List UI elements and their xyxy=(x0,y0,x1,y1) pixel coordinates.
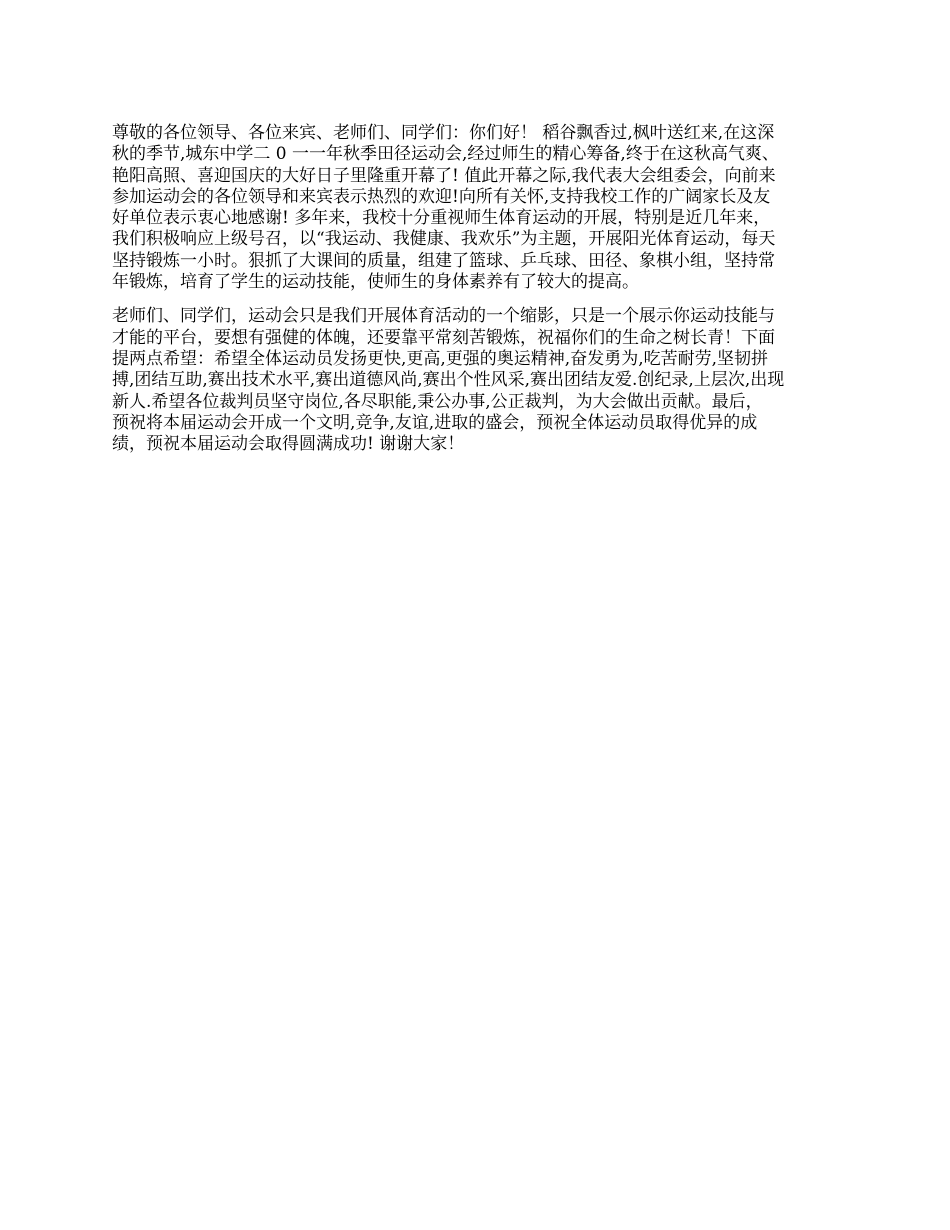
text-line: 年锻炼，培育了学生的运动技能，使师生的身体素养有了较大的提高。 xyxy=(112,272,639,293)
paragraph-1 xyxy=(112,123,840,293)
paragraph-2 xyxy=(112,306,840,455)
text-line: 搏,团结互助,赛出技术水平,赛出道德风尚,赛出个性风采,赛出团结友爱.创纪录,上层次,出现 xyxy=(112,370,785,391)
text-line: 才能的平台，要想有强健的体魄，还要靠平常刻苦锻炼，祝福你们的生命之树长青！下面 xyxy=(112,327,775,348)
text-line: 新人.希望各位裁判员坚守岗位,各尽职能,秉公办事,公正裁判，为大会做出贡献。最后， xyxy=(112,391,763,412)
text-line: 艳阳高照、喜迎国庆的大好日子里隆重开幕了! 值此开幕之际,我代表大会组委会，向前来 xyxy=(112,165,776,186)
text-line: 参加运动会的各位领导和来宾表示热烈的欢迎!向所有关怀,支持我校工作的广阔家长及友 xyxy=(112,186,771,207)
text-line: 我们积极响应上级号召，以“我运动、我健康、我欢乐”为主题，开展阳光体育运动，每天 xyxy=(112,229,776,250)
text-line: 预祝将本届运动会开成一个文明,竞争,友谊,进取的盛会，预祝全体运动员取得优异的成 xyxy=(112,412,758,433)
document-page xyxy=(112,123,840,455)
text-line: 坚持锻炼一小时。狠抓了大课间的质量，组建了篮球、乒乓球、田径、象棋小组，坚持常 xyxy=(112,250,775,271)
text-line: 好单位表示衷心地感谢! 多年来，我校十分重视师生体育运动的开展，特别是近几年来， xyxy=(112,208,771,229)
text-line: 尊敬的各位领导、各位来宾、老师们、同学们：你们好！ 稻谷飘香过,枫叶送红来,在这深 xyxy=(112,123,775,143)
text-line: 老师们、同学们，运动会只是我们开展体育活动的一个缩影，只是一个展示你运动技能与 xyxy=(112,306,775,327)
text-line: 绩，预祝本届运动会取得圆满成功! 谢谢大家！ xyxy=(112,434,465,455)
text-line: 秋的季节,城东中学二 0 一一年秋季田径运动会,经过师生的精心筹备,终于在这秋高气爽、 xyxy=(112,144,779,165)
text-line: 提两点希望：希望全体运动员发扬更快,更高,更强的奥运精神,奋发勇为,吃苦耐劳,坚韧拼 xyxy=(112,348,769,369)
